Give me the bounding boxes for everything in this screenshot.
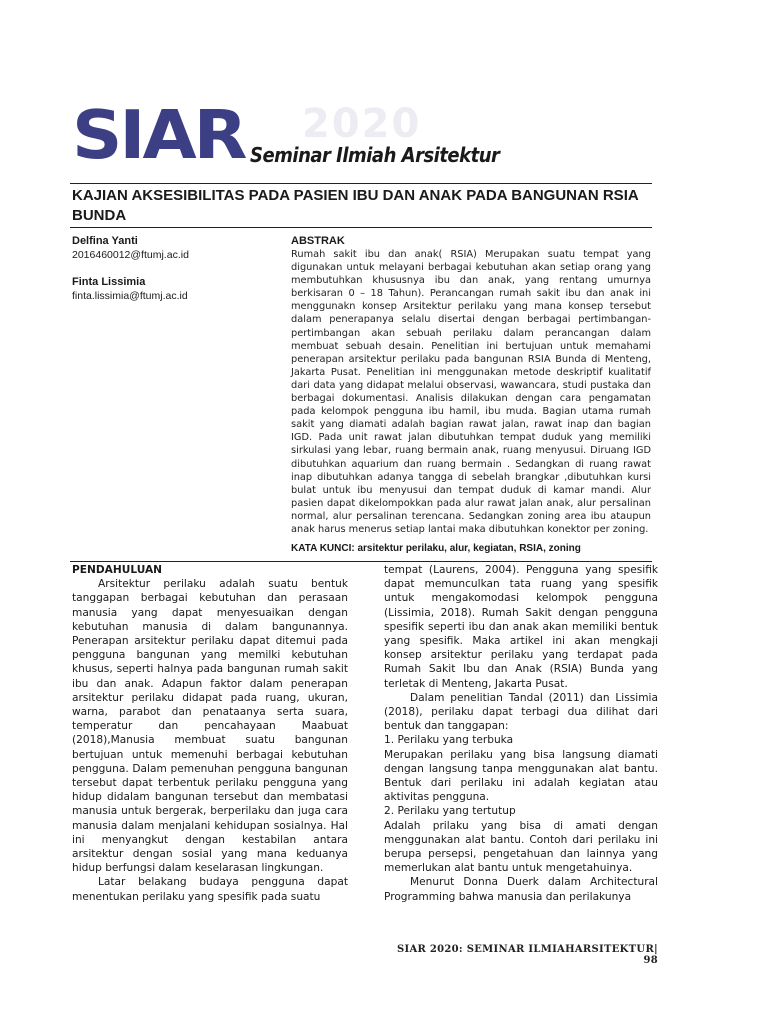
logo-watermark: 2020: [302, 101, 422, 147]
title-bottom-rule: [70, 227, 652, 228]
paper-title: KAJIAN AKSESIBILITAS PADA PASIEN IBU DAN ANAK PADA BANGUNAN RSIA BUNDA: [72, 187, 639, 224]
paragraph: Dalam penelitian Tandal (2011) dan Lissimia (2018), perilaku dapat terbagi dua dilihat dari bentuk dan tanggapan:: [384, 691, 658, 733]
paragraph: Latar belakang budaya pengguna dapat menentukan perilaku yang spesifik pada suatu: [72, 876, 348, 903]
abstract-heading: ABSTRAK: [291, 235, 345, 247]
list-item-title: 2. Perilaku yang tertutup: [384, 805, 516, 818]
list-item-text: Merupakan perilaku yang bisa langsung diamati dengan langsung tanpa menggunakan alat bantu. Bentuk dari perilaku ini adalah kegiatan atau aktivitas pengguna.: [384, 748, 658, 804]
paragraph: Arsitektur perilaku adalah suatu bentuk tanggapan berbagai kebutuhan dan perasaan manusia yang dapat menyesuaikan dengan kebutuhan manusia di dalam bangunannya. Penerapan arsitektur perilaku dapat ditemui pada pengguna bangunan yang memilki kebutuhan khusus, seperti halnya pada bangunan rumah sakit ibu dan anak. Adapun faktor dalam penerapan arsitektur perilaku didapat pada ruang, ukuran, warna, parabot dan penataanya serta suara, temperatur dan pencahayaan Maabuat (2018),Manusia membuat suatu bangunan bertujuan untuk memenuhi berbagai kebutuhan pengguna. Dalam pemenuhan pengguna bangunan tersebut dapat terbentuk perilaku pengguna yang hidup didalam bangunan tersebut dan membatasi manusia untuk bergerak, berperilaku dan juga cara manusia dalam menjalani kehidupan sosialnya. Hal ini menyangkut dengan kestabilan antara arsitektur dengan sosial yang mana keduanya hidup berfungsi dalam keselarasan lingkungan.: [72, 578, 348, 875]
list-item-title: 1. Perilaku yang terbuka: [384, 734, 514, 747]
section-rule: [70, 561, 652, 562]
logo-subtitle: Seminar Ilmiah Arsitektur: [250, 143, 500, 167]
title-top-rule: [70, 183, 652, 184]
author-name: Finta Lissimia: [72, 276, 146, 288]
author-email[interactable]: finta.lissimia@ftumj.ac.id: [72, 290, 188, 302]
logo-main-text: SIAR: [72, 96, 245, 174]
keywords: KATA KUNCI: arsitektur perilaku, alur, kegiatan, RSIA, zoning: [291, 543, 581, 554]
author-name: Delfina Yanti: [72, 235, 138, 247]
right-column: [384, 563, 658, 904]
section-heading: PENDAHULUAN: [72, 564, 163, 576]
abstract-text: Rumah sakit ibu dan anak( RSIA) Merupakan suatu tempat yang digunakan untuk melayani berbagai kebutuhan akan setiap orang yang membutuhkan khususnya ibu dan anak, yang rentang umurnya berkisaran 0 – 18 Tahun). Perancangan rumah sakit ibu dan anak ini menggunakn konsep Arsitektur perilaku yang mana konsep tersebut dalam penerapanya selalu disertai dengan berbagai pertimbangan-pertimbangan akan sebuah perilaku dalam perancangan dalam membuat sebuah desain. Penelitian ini bertujuan untuk memahami penerapan arsitektur perilaku pada bangunan RSIA Bunda di Menteng, Jakarta Pusat. Penelitian ini menggunakan metode deskriptif kualitatif dari data yang didapat melalui observasi, wawancara, studi pustaka dan berbagai dokumentasi. Analisis dilakukan dengan cara pengamatan pada kelompok pengguna ibu hamil, ibu muda. Bagian utama rumah sakit yang diamati adalah bagian rawat jalan, rawat inap dan bagian IGD. Pada unit rawat jalan dibutuhkan tempat duduk yang memiliki sirkulasi yang lebar, ruang bermain anak, ruang menyusui. Diruang IGD dibutuhkan aquarium dan ruang bermain . Sedangkan di ruang rawat inap dibutuhkan adanya tangga di sebelah brangkar ,dibutuhkan kursi bulat untuk ibu menyusui dan tempat duduk di kamar mandi. Alur pasien dapat dikelompokkan pada alur rawat jalan anak, alur persalinan normal, alur persalinan terencana. Sedangkan zoning area ibu ataupun anak harus menerus setiap lantai maka dibutuhkan konektor per zoning.: [291, 249, 651, 535]
author-email[interactable]: 2016460012@ftumj.ac.id: [72, 249, 189, 261]
paragraph: Menurut Donna Duerk dalam Architectural Programming bahwa manusia dan perilakunya: [384, 876, 658, 903]
paragraph: tempat (Laurens, 2004). Pengguna yang spesifik dapat memunculkan tata ruang yang spesifik untuk mengakomodasi kelompok pengguna (Lissimia, 2018). Rumah Sakit dengan pengguna spesifik seperti ibu dan anak akan memiliki bentuk yang spesifik. Maka artikel ini akan mengkaji konsep arsitektur perilaku yang terdapat pada Rumah Sakit Ibu dan Anak (RSIA) Bunda yang terletak di Menteng, Jakarta Pusat.: [384, 564, 658, 690]
left-column: [72, 563, 348, 904]
siar-logo: [72, 95, 500, 175]
page-footer: SIAR 2020: SEMINAR ILMIAHARSITEKTUR| 98: [396, 944, 658, 966]
list-item-text: Adalah prilaku yang bisa di amati dengan menggunakan alat bantu. Contoh dari perilaku ini berupa persepsi, pengetahuan dan lainnya yang memerlukan alat bantu untuk mengetahuinya.: [384, 819, 658, 875]
